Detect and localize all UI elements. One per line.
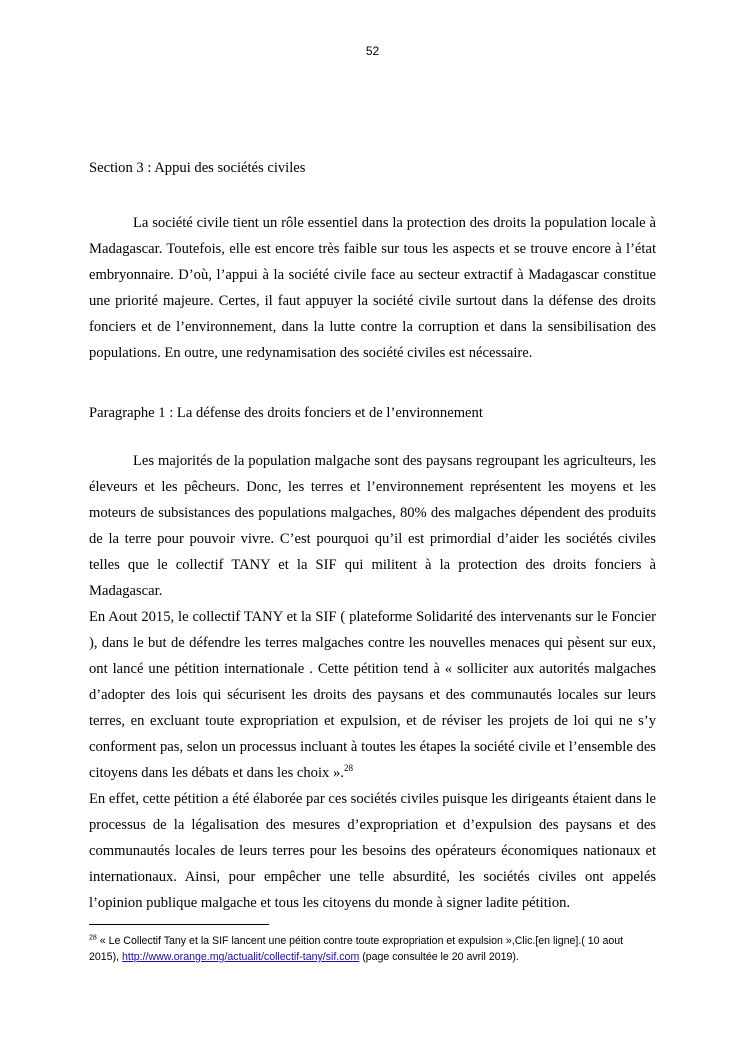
footnote-link[interactable]: http://www.orange.mg/actualit/collectif-tany/sif.com xyxy=(121,951,360,963)
body-block xyxy=(89,448,656,916)
body-paragraph-2-text: En Aout 2015, le collectif TANY et la SIF ( plateforme Solidarité des intervenants sur le Foncier ), dans le but de défendre les terres malgaches contre les nouvelles menaces qui pèsent sur eux, ont lancé une pétition internationale . Cette pétition tend à « solliciter aux autorités malgaches d’adopter des lois qui sécurisent les droits des paysans et des communautés locales sur leurs terres, en excluant toute expropriation et expulsion, et de réviser les projets de loi qui ne s’y conforment pas, selon un processus incluant à toutes les étapes la société civile et l’ensemble des citoyens dans les débats et dans les choix ». xyxy=(89,609,656,781)
body-paragraph-1: Les majorités de la population malgache sont des paysans regroupant les agriculteurs, les éleveurs et les pêcheurs. Donc, les terres et l’environnement représentent les moyens et les moteurs de subsistances des populations malgaches, 80% des malgaches dépendent des produits de la terre pour pouvoir vivre. C’est pourquoi qu’il est primordial d’aider les sociétés civiles telles que le collectif TANY et la SIF qui militent à la protection des droits fonciers à Madagascar. xyxy=(89,453,656,599)
body-paragraph-3: En effet, cette pétition a été élaborée par ces sociétés civiles puisque les dirigeants étaient dans le processus de la légalisation des mesures d’expropriation et d’expulsion des paysans et des communautés locales de leurs terres pour les besoins des opérateurs économiques nationaux et internationaux. Ainsi, pour empêcher une telle absurdité, les sociétés civiles ont appelés l’opinion publique malgache et tous les citoyens du monde à signer ladite pétition. xyxy=(89,791,656,911)
intro-block xyxy=(89,210,656,366)
footnote-text-end: (page consultée le 20 avril 2019). xyxy=(359,951,519,963)
footnote xyxy=(89,933,656,965)
paragraph-title: Paragraphe 1 : La défense des droits fonciers et de l’environnement xyxy=(89,405,483,421)
intro-paragraph: La société civile tient un rôle essentiel dans la protection des droits la population locale à Madagascar. Toutefois, elle est encore très faible sur tous les aspects et se trouve encore à l’état embryonnaire. D’où, l’appui à la société civile face au secteur extractif à Madagascar constitue une priorité majeure. Certes, il faut appuyer la société civile surtout dans la défense des droits fonciers et de l’environnement, dans la lutte contre la corruption et dans la sensibilisation des populations. En outre, une redynamisation des société civiles est nécessaire. xyxy=(89,215,656,361)
section-title: Section 3 : Appui des sociétés civiles xyxy=(89,160,306,176)
footnote-text: « Le Collectif Tany et la SIF lancent une péition contre toute expropriation et expulsion »,Clic.[en ligne].( 10 aout 2015), xyxy=(89,935,624,963)
footnote-reference[interactable]: 28 xyxy=(343,763,353,774)
body-paragraph-2 xyxy=(89,604,656,786)
page-number: 52 xyxy=(365,44,380,58)
footnote-number: 28 xyxy=(89,934,97,942)
footnote-divider xyxy=(89,924,269,925)
